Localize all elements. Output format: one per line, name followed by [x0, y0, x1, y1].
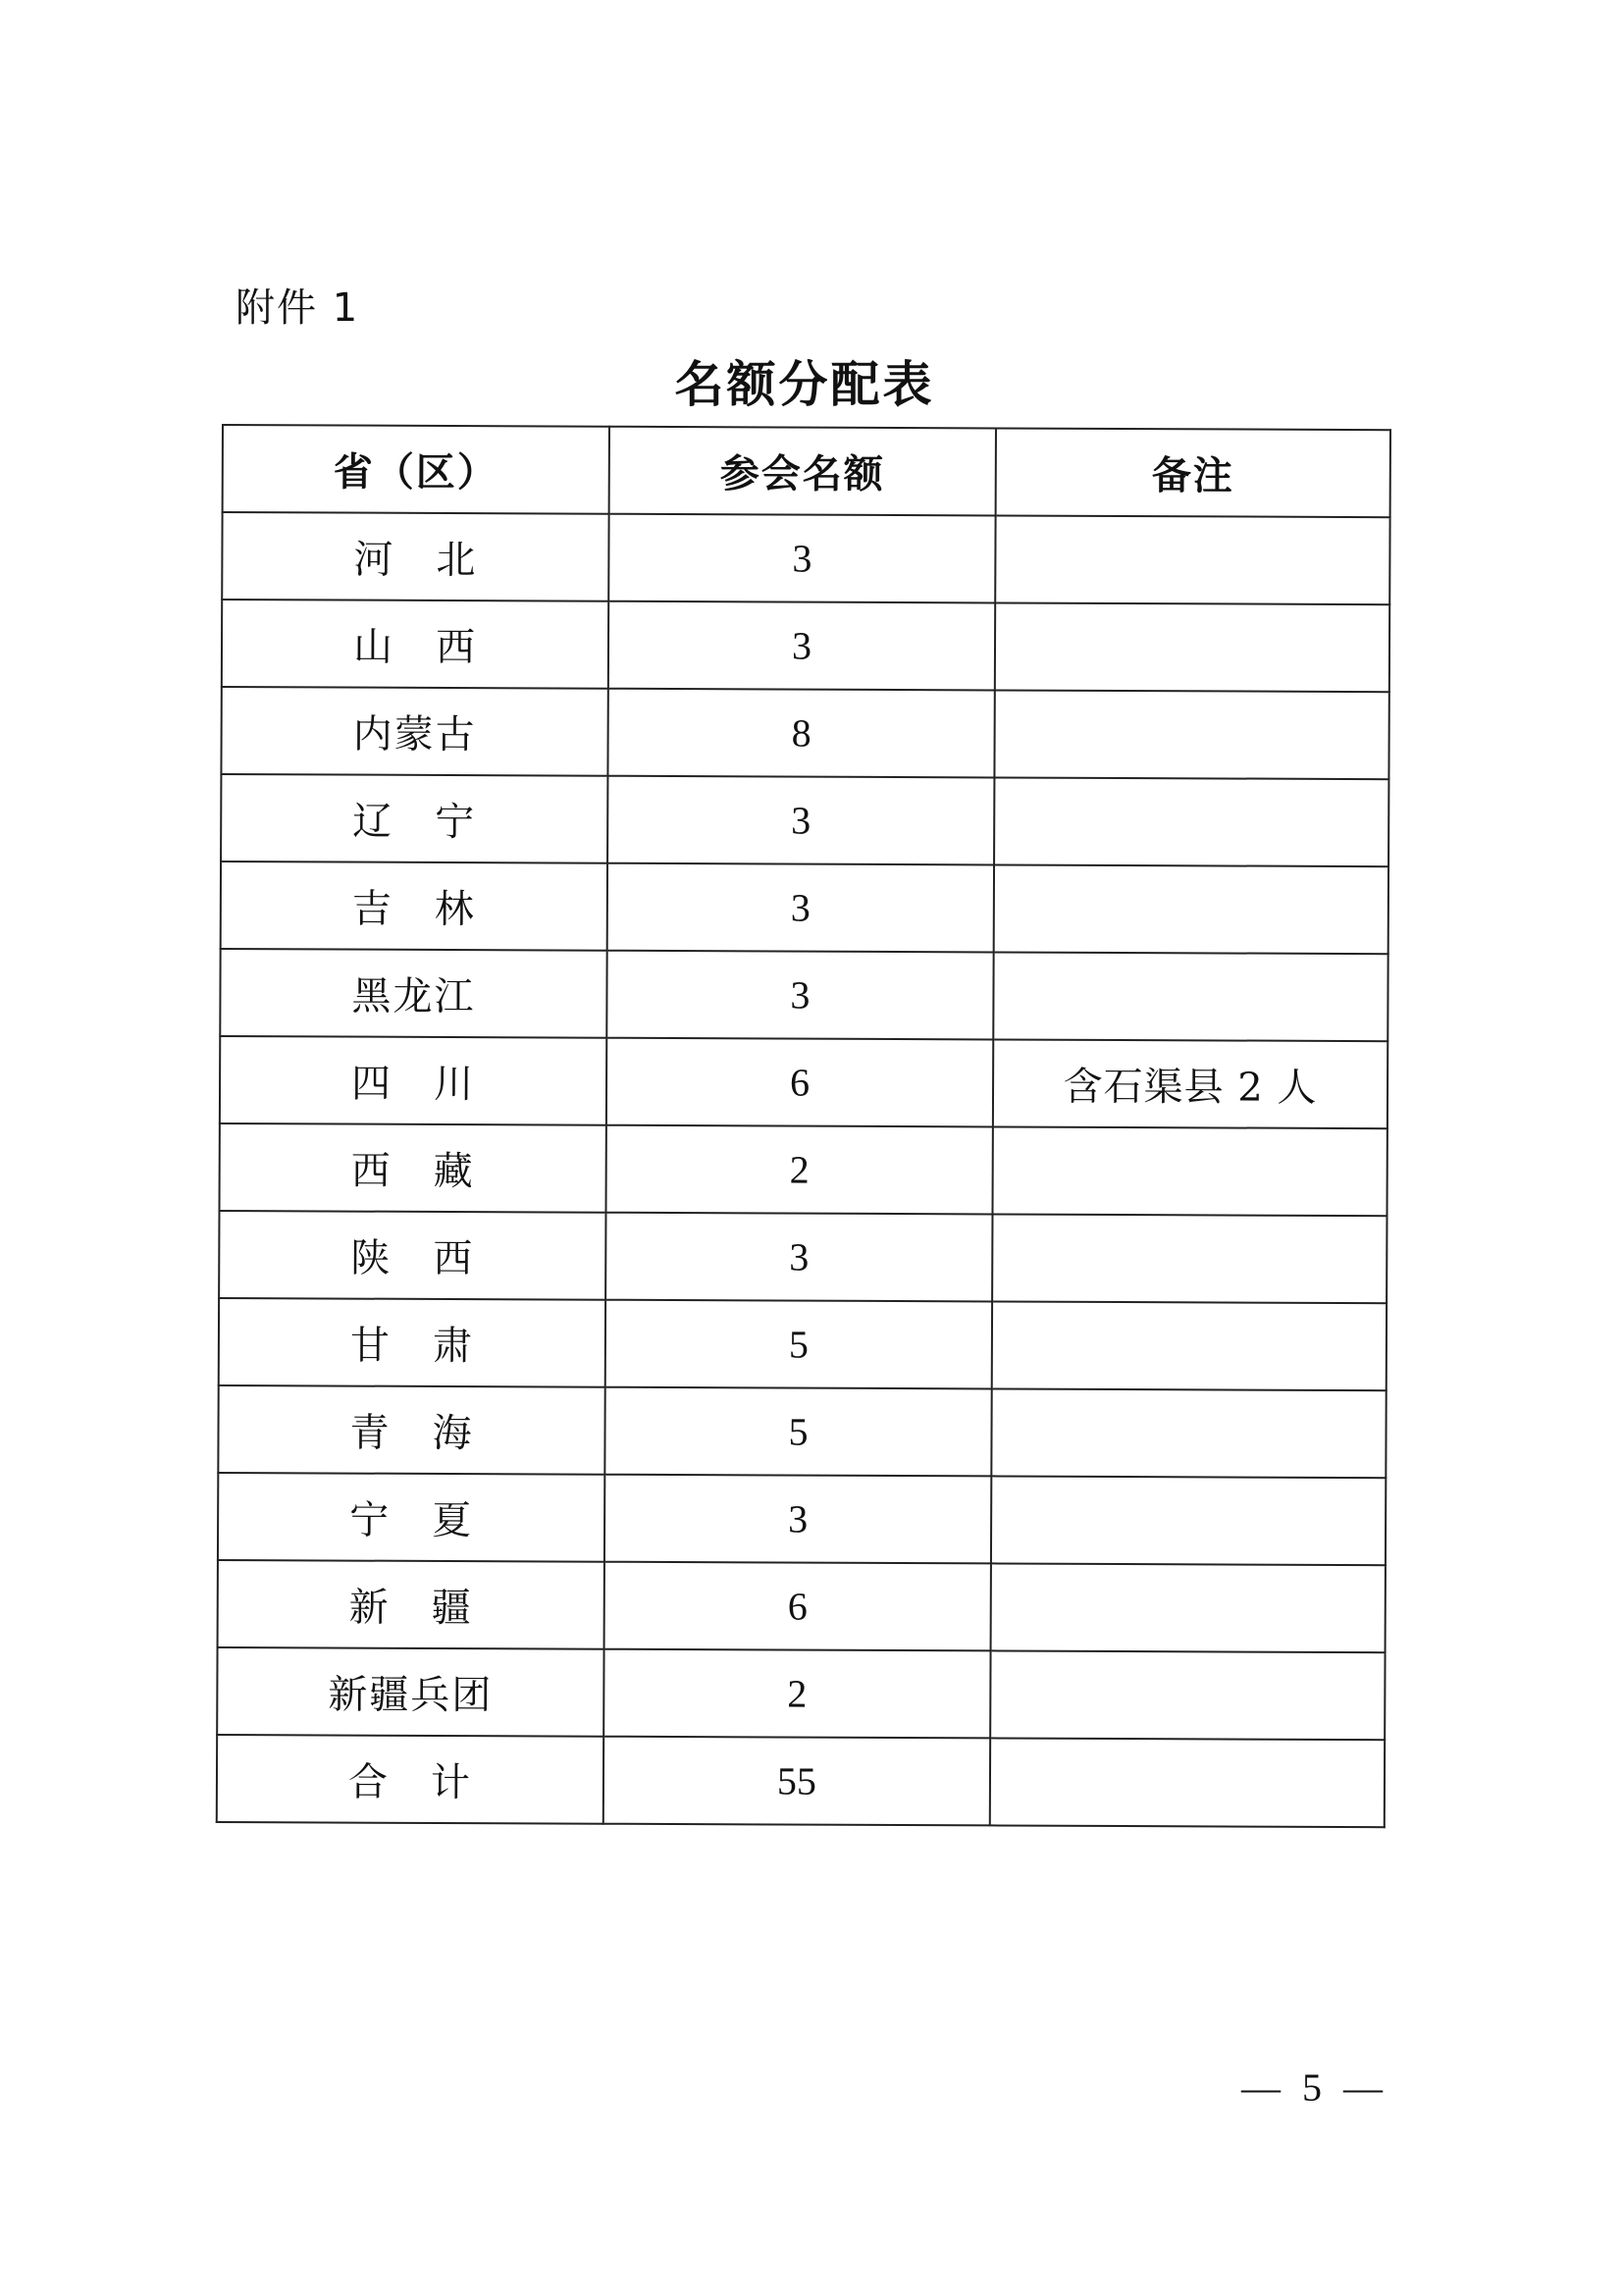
table-total-row [217, 1735, 1385, 1827]
quota-cell: 6 [604, 1562, 991, 1651]
page-number: — 5 — [1241, 2065, 1388, 2110]
note-cell [992, 1301, 1387, 1390]
note-cell [990, 1650, 1385, 1740]
table-row [221, 687, 1388, 779]
table-row [219, 1298, 1387, 1390]
total-quota-cell: 55 [603, 1737, 990, 1826]
table-row [218, 1560, 1386, 1652]
province-cell: 新 疆 [218, 1560, 604, 1649]
document-title: 名额分配表 [674, 356, 935, 413]
note-cell [994, 690, 1388, 779]
quota-cell: 3 [608, 514, 995, 603]
province-cell: 山 西 [222, 600, 608, 689]
province-cell: 辽 宁 [221, 774, 607, 863]
note-cell [994, 777, 1388, 866]
quota-cell: 3 [607, 863, 994, 953]
province-cell: 吉 林 [221, 861, 607, 951]
table-row [220, 1123, 1387, 1216]
note-cell [991, 1563, 1386, 1652]
note-cell [992, 1126, 1387, 1216]
quota-cell: 8 [607, 689, 994, 778]
table-row [220, 1036, 1387, 1128]
note-cell [992, 1214, 1387, 1303]
total-note-cell [990, 1738, 1385, 1827]
province-cell: 陕 西 [219, 1211, 605, 1300]
total-label-cell: 合 计 [217, 1735, 603, 1824]
header-province: 省（区） [223, 425, 609, 514]
table-row [220, 949, 1387, 1041]
quota-cell: 3 [606, 951, 993, 1040]
table-header-row [223, 425, 1390, 517]
table-row [219, 1211, 1387, 1303]
note-cell [991, 1388, 1386, 1478]
quota-cell: 5 [604, 1387, 991, 1477]
quota-cell: 3 [604, 1475, 991, 1564]
quota-cell: 3 [607, 776, 994, 865]
province-cell: 宁 夏 [218, 1473, 604, 1562]
table-row [221, 861, 1388, 954]
province-cell: 河 北 [222, 512, 608, 601]
note-cell: 含石渠县 2 人 [993, 1039, 1387, 1128]
note-cell [995, 515, 1389, 604]
province-cell: 西 藏 [220, 1123, 606, 1213]
attachment-label: 附件 1 [236, 286, 360, 331]
header-note: 备注 [996, 428, 1390, 517]
note-cell [993, 952, 1387, 1041]
province-cell: 新疆兵团 [217, 1647, 603, 1737]
quota-allocation-table [216, 424, 1391, 1828]
note-cell [994, 864, 1388, 954]
header-quota: 参会名额 [609, 427, 996, 516]
quota-cell: 3 [608, 601, 995, 691]
table-row [218, 1385, 1386, 1478]
table-row [222, 512, 1389, 604]
province-cell: 甘 肃 [219, 1298, 605, 1387]
quota-cell: 3 [605, 1213, 992, 1302]
table-row [221, 774, 1388, 866]
quota-cell: 6 [606, 1038, 993, 1127]
province-cell: 四 川 [220, 1036, 606, 1125]
province-cell: 内蒙古 [221, 687, 607, 776]
quota-cell: 2 [605, 1125, 992, 1215]
quota-cell: 5 [605, 1300, 992, 1389]
note-cell [991, 1476, 1386, 1565]
table-row [222, 600, 1389, 692]
province-cell: 黑龙江 [220, 949, 606, 1038]
province-cell: 青 海 [218, 1385, 604, 1475]
quota-cell: 2 [603, 1649, 990, 1739]
note-cell [995, 602, 1389, 692]
table-row [218, 1473, 1386, 1565]
table-row [217, 1647, 1385, 1740]
